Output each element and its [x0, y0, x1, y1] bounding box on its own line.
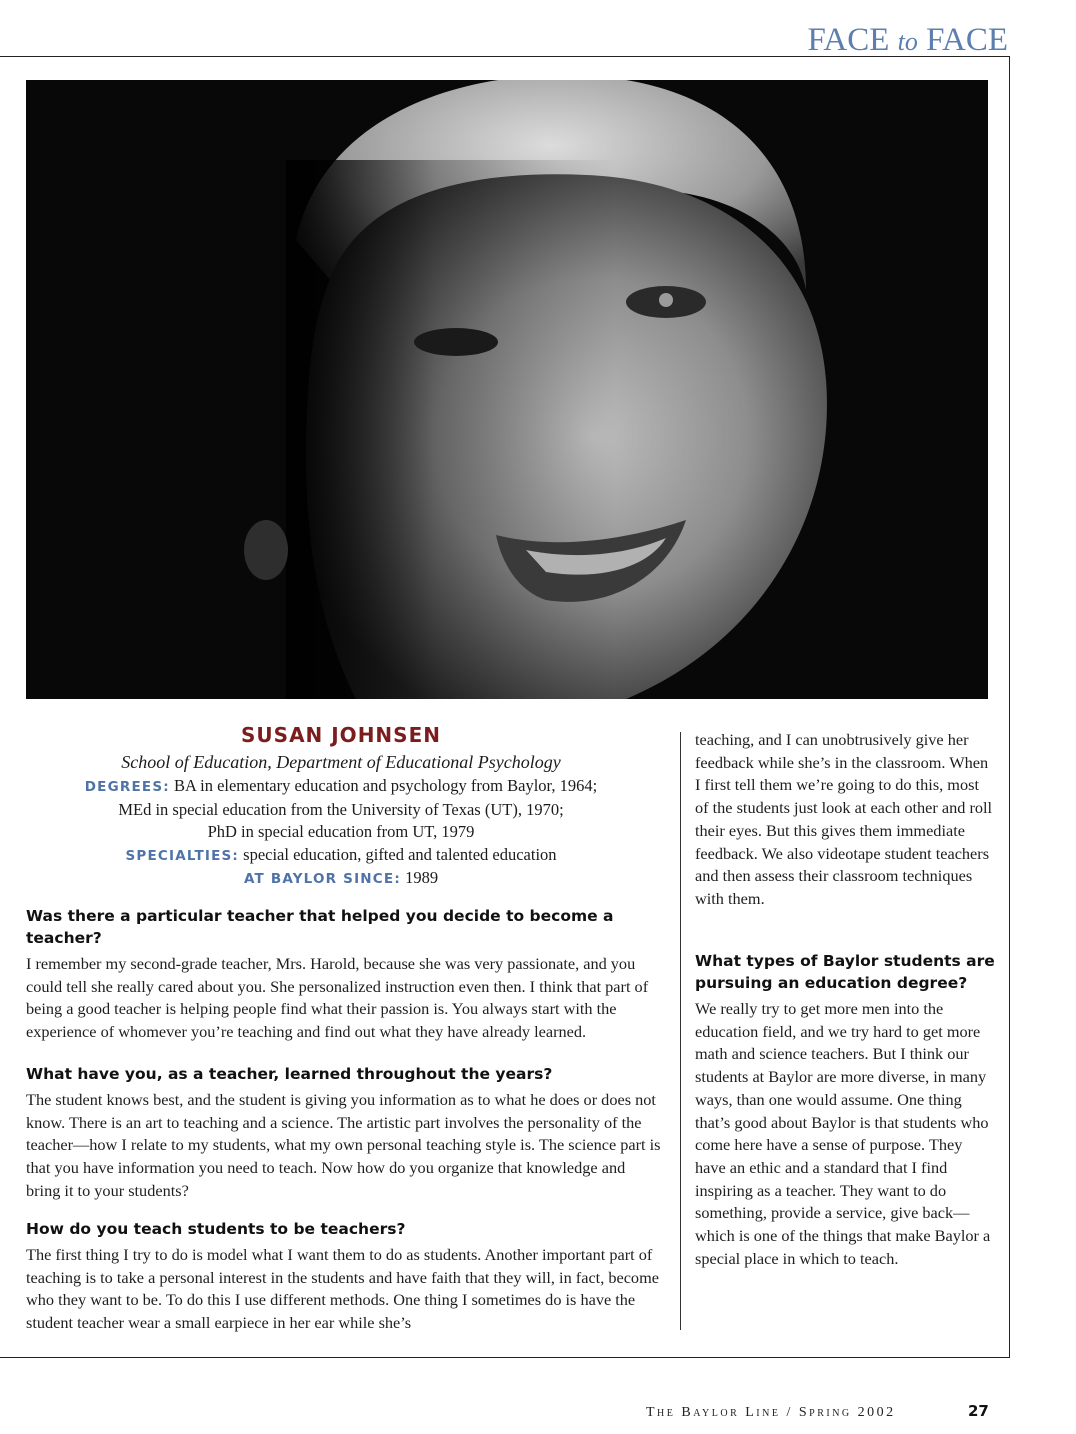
qa-continuation — [695, 729, 995, 911]
degrees-text-3: PhD in special education from UT, 1979 — [207, 822, 475, 841]
publication-name: The Baylor Line / Spring 2002 — [646, 1405, 896, 1420]
specialties-label: SPECIALTIES: — [125, 847, 240, 864]
portrait-photo — [26, 80, 988, 699]
qa-block-3 — [26, 1218, 661, 1335]
specialties-text: special education, gifted and talented education — [243, 844, 557, 864]
section-title — [807, 22, 1008, 59]
column-divider — [680, 732, 681, 1330]
question-4: What types of Baylor students are pursuing an education degree? — [695, 952, 995, 992]
page-number: 27 — [968, 1402, 989, 1420]
since-text: 1989 — [405, 868, 439, 887]
profile-department: School of Education, Department of Educational Psychology — [121, 752, 561, 772]
since-label: AT BAYLOR SINCE: — [243, 871, 401, 887]
publication-footer — [646, 1405, 896, 1421]
right-rule — [1009, 56, 1010, 1358]
qa-block-2 — [26, 1063, 661, 1203]
profile-specialties — [26, 844, 656, 868]
left-eye-shape — [414, 328, 498, 356]
answer-2: The student knows best, and the student is giving you information as to what he does or does not know. There is an art to teaching and a science. The artistic part involves the personality of the teacher—how I relate to my students, what my own personal teaching style is. The science part is that you have information you need to teach. Now how do you organize that knowledge and bring it to your students? — [26, 1090, 661, 1200]
section-title-part1: FACE — [807, 22, 898, 58]
profile-since — [26, 867, 656, 891]
bottom-rule — [0, 1357, 1010, 1358]
qa-block-1 — [26, 905, 661, 1044]
answer-3: The first thing I try to do is model what I want them to do as students. Another important part of teaching is to take a personal interest in the students and have faith that they will, in fact, become who they want to be. To do this I use different methods. One thing I sometimes do is have the student teacher wear a small earpiece in her ear while she’s — [26, 1245, 659, 1333]
portrait-illustration — [26, 80, 988, 699]
degrees-text-1: BA in elementary education and psychology from Baylor, 1964; — [173, 776, 598, 795]
profile-box — [26, 722, 656, 891]
answer-4: We really try to get more men into the education field, and we try hard to get more math and science teachers. But I think our students at Baylor are more diverse, in many ways, than one would assume. One thing that’s good about Baylor is that students who come here have a sense of purpose. They have an ethic and a standard that I find inspiring as a teacher. They want to do something, provide a service, give back—which is one of the things that make Baylor a special place in which to teach. — [695, 999, 991, 1268]
answer-1: I remember my second-grade teacher, Mrs. Harold, because she was very passionate, and you could tell she really cared about you. She personalized instruction even then. I think that part of being a good teacher is helping people find what their passion is. You always start with the experience of whomever you’re teaching and find out what they have already learned. — [26, 954, 649, 1042]
section-title-part2: to — [897, 27, 918, 56]
degrees-text-2: MEd in special education from the University of Texas (UT), 1970; — [118, 799, 564, 819]
profile-degrees-line1 — [26, 775, 656, 799]
degrees-label: DEGREES: — [84, 779, 170, 795]
qa-block-4 — [695, 950, 995, 1270]
question-1: Was there a particular teacher that helped you decide to become a teacher? — [26, 907, 614, 947]
question-2: What have you, as a teacher, learned throughout the years? — [26, 1065, 553, 1083]
question-3: How do you teach students to be teachers? — [26, 1220, 406, 1238]
section-title-part3: FACE — [917, 22, 1008, 58]
answer-3-continued: teaching, and I can unobtrusively give her feedback while she’s in the classroom. When I first tell them we’re going to do this, most of the students just look at each other and roll their eyes. But this gives them immediate feedback. We also videotape student teachers and then assess their classroom techniques with them. — [695, 730, 993, 908]
profile-name: SUSAN JOHNSEN — [241, 723, 441, 747]
earring-shape — [244, 520, 288, 580]
